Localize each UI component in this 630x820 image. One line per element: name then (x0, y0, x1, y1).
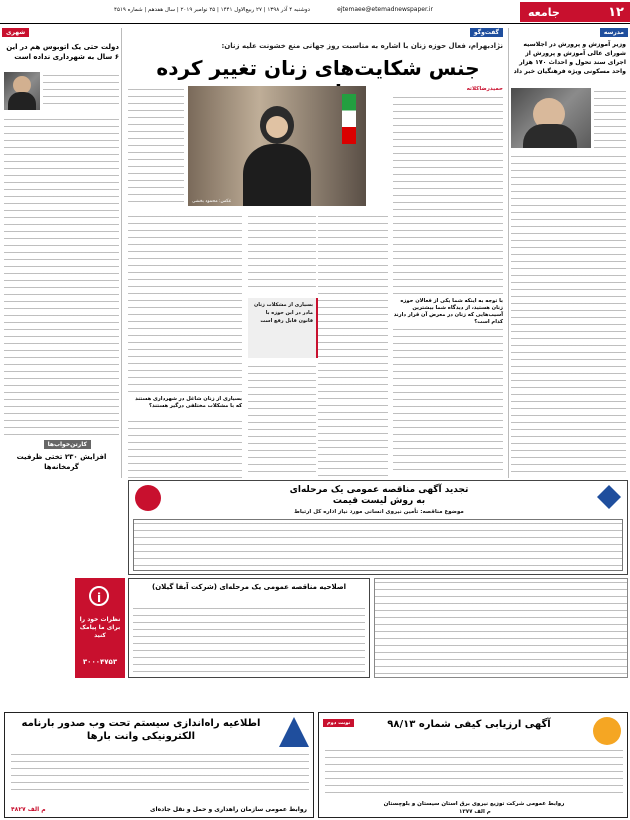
quality-ad-code: م الف ۱۳۷۷ (459, 809, 491, 815)
second-tender-ad (128, 578, 370, 678)
left-column-intro (43, 72, 119, 110)
main-body-text-7 (128, 418, 242, 478)
question-2: بسیاری از زنان شاغل در شهرداری هستند که با مشکلات مختلفی درگیر هستند؟ (135, 396, 242, 409)
left-sub-headline: افزایش ۲۳۰ تختی ظرفیت گرمخانه‌ها (16, 453, 107, 471)
power-company-logo-icon (593, 717, 621, 745)
tender-detail-table (374, 578, 628, 678)
left-column-tag: شهری (2, 28, 29, 37)
quality-ad-title: آگهی ارزیابی کیفی شماره ۹۸/۱۳ (387, 719, 551, 730)
right-column (508, 28, 628, 478)
main-photo (188, 86, 366, 206)
road-org-logo-icon (279, 717, 309, 747)
main-kicker: نژادبهرام، فعال حوزه زنان با اشاره به مناسبت روز جهانی منع خشونت علیه زنان: (221, 42, 503, 50)
left-column (2, 28, 122, 478)
tender-table (133, 519, 623, 571)
tender-title: تجدید آگهی مناقصه عمومی یک مرحله‌ای به روش لیست قیمت (289, 485, 469, 506)
quality-ad-footer: روابط عمومی شرکت توزیع نیروی برق استان سیستان و بلوچستان (383, 801, 565, 807)
right-column-intro (594, 88, 626, 148)
right-column-tag: مدرسه (600, 28, 628, 37)
sms-number: ۳۰۰۰۴۷۵۳ (82, 658, 118, 666)
main-body-text-5 (248, 363, 316, 478)
second-tender-text (133, 605, 365, 675)
main-body-text-3 (318, 213, 388, 478)
tender-ad (128, 480, 628, 575)
main-story (128, 28, 503, 478)
quality-ad (318, 712, 628, 818)
main-body-text-1 (393, 94, 503, 294)
vanet-notice (4, 712, 314, 818)
header-email: ejtemaee@etemadnewspaper.ir (337, 6, 433, 13)
right-column-body (511, 153, 626, 473)
main-body-text-2 (393, 326, 503, 476)
main-story-tag: گفت‌وگو (470, 28, 503, 37)
second-tender-title: اصلاحیه مناقصه عمومی یک مرحله‌ای (شرکت آبفا گیلان) (152, 583, 346, 591)
tender-subtitle: موضوع مناقصه: تأمین نیروی انسانی مورد نیاز اداره کل ارتباط (294, 509, 464, 515)
quality-ad-tag: نوبت دوم (323, 719, 354, 727)
right-column-headline: وزیر آموزش و پرورش در اجلاسیه شورای عالی آموزش و پرورش از اجرای سند تحول و احداث ۱۷۰ هزار واحد مسکونی ویژه فرهنگیان خبر داد (513, 41, 626, 75)
vanet-notice-title: اطلاعیه راه‌اندازی سیستم تحت وب صدور بارنامه الکترونیکی وانت بارها (21, 718, 261, 742)
question-1: با توجه به اینکه شما یکی از فعالان حوزه زنان هستید، از دیدگاه شما بیشترین آسیب‌هایی که زنان در معرض آن قرار دارند کدام است؟ (393, 298, 503, 325)
minister-photo (511, 88, 591, 148)
main-left-column-top (128, 86, 184, 206)
info-icon: i (89, 586, 109, 606)
company-logo-icon (135, 485, 161, 511)
sms-notice (75, 578, 125, 678)
vanet-notice-code: م الف ۴۸۲۷ (11, 806, 46, 813)
left-column-headline: دولت حتی یک اتوبوس هم در این ۶ سال به شهرداری نداده است (6, 43, 119, 61)
section-name: جامعه (528, 5, 560, 19)
org-logo-icon (597, 485, 621, 509)
photo-caption: عکس: محمود بخشی (192, 199, 232, 204)
main-right-column (393, 86, 503, 478)
header-date: دوشنبه ۴ آذر ۱۳۹۸ | ۲۷ ربیع‌الاول ۱۴۴۱ | ۲۵ نوامبر ۲۰۱۹ | سال هفدهم | شماره ۴۵۱۹ (114, 7, 310, 13)
quality-ad-body (325, 747, 623, 797)
official-photo (4, 72, 40, 110)
vanet-notice-footer: روابط عمومی سازمان راهداری و حمل و نقل جاده‌ای (150, 806, 307, 813)
section-banner (520, 2, 630, 22)
main-body-text-4 (248, 213, 316, 293)
left-sub-tag: کارتن‌خواب‌ها (44, 440, 91, 449)
main-headline: جنس شکایت‌های زنان تغییر کرده (156, 56, 480, 80)
left-column-body (4, 116, 119, 436)
sms-notice-text: نظرات خود را برای ما پیامک کنید (79, 616, 121, 639)
page-number: ۱۲ (608, 4, 624, 20)
reporter-name: حمیدرضاکلاته (466, 86, 503, 92)
vanet-notice-body (11, 751, 309, 795)
main-body-text-6 (128, 213, 242, 393)
pull-quote: بسیاری از مشکلات زنان مادر در این حوزه با قانون قابل رفع است (248, 298, 318, 358)
